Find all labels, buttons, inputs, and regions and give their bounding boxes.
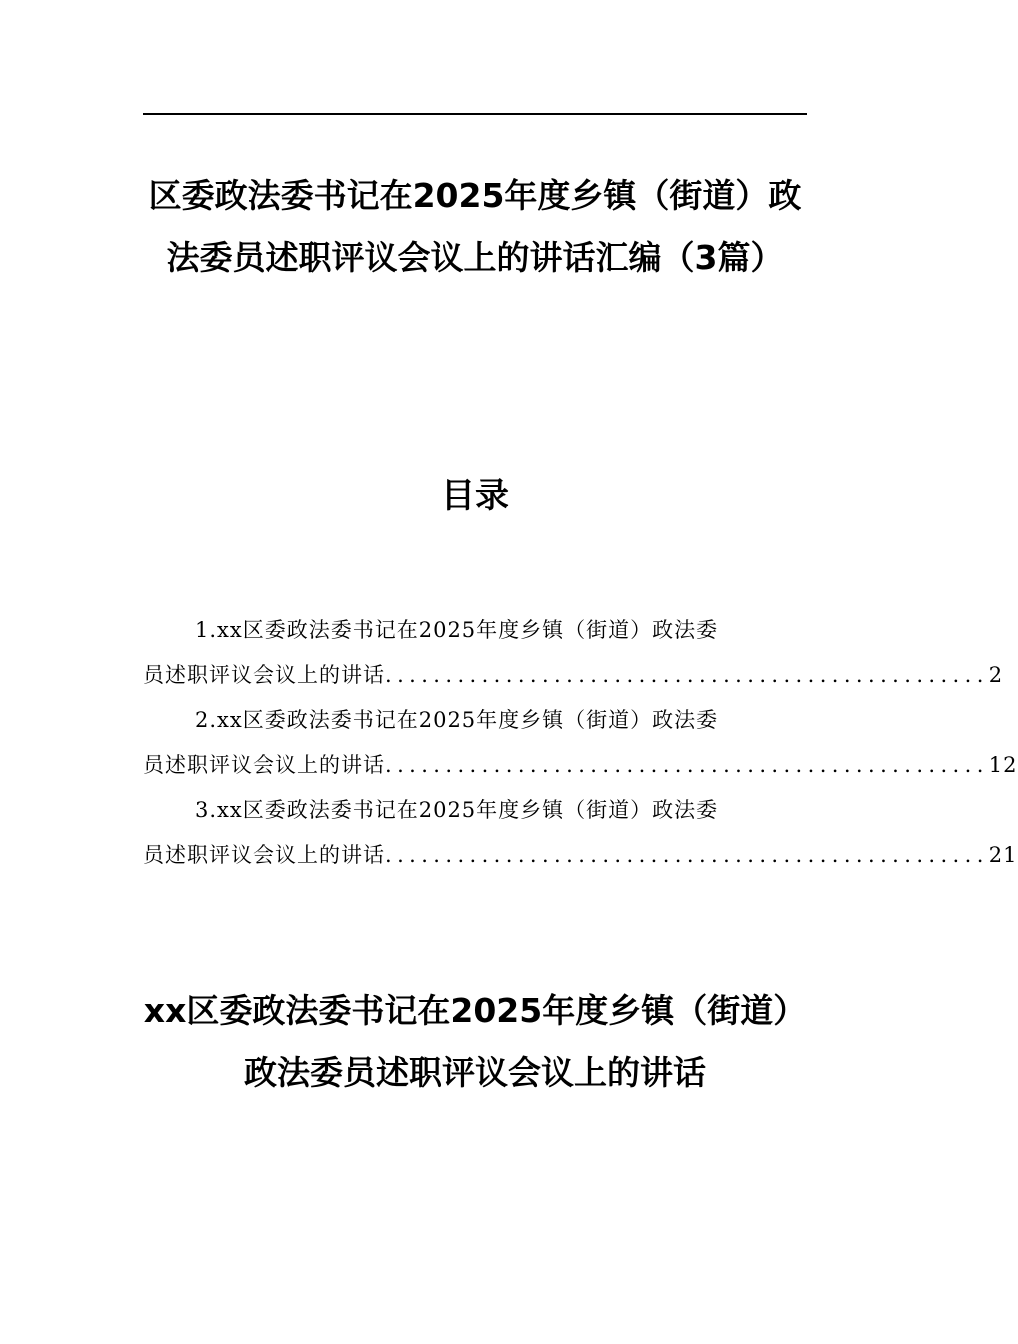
toc-dot-leader: .................................................. xyxy=(385,843,989,867)
toc-entry-2[interactable] xyxy=(143,698,1018,788)
section-title: xx区委政法委书记在2025年度乡镇（街道）政法委员述职评议会议上的讲话 xyxy=(143,991,807,1092)
toc-dot-leader: .................................................. xyxy=(385,753,989,777)
toc-page-number: 2 xyxy=(988,663,1004,687)
toc-entry-title-line1: 2.xx区委政法委书记在2025年度乡镇（街道）政法委 xyxy=(195,708,719,732)
toc-page-number: 12 xyxy=(988,753,1018,777)
toc-page-number: 21 xyxy=(988,843,1018,867)
table-of-contents xyxy=(143,608,1018,878)
toc-entry-3[interactable] xyxy=(143,788,1018,878)
toc-entry-title-line2-row xyxy=(143,742,1018,788)
toc-entry-title-line2: 员述职评议会议上的讲话 xyxy=(143,753,385,777)
toc-heading: 目录 xyxy=(441,476,509,516)
toc-entry-title-line2: 员述职评议会议上的讲话 xyxy=(143,663,385,687)
toc-dot-leader: .................................................. xyxy=(385,663,989,687)
toc-entry-title-line2-row xyxy=(143,832,1018,878)
toc-entry-title-line1: 1.xx区委政法委书记在2025年度乡镇（街道）政法委 xyxy=(195,618,719,642)
toc-entry-title-line2: 员述职评议会议上的讲话 xyxy=(143,843,385,867)
document-title: 区委政法委书记在2025年度乡镇（街道）政法委员述职评议会议上的讲话汇编（3篇） xyxy=(148,176,802,277)
header-rule xyxy=(143,113,807,115)
toc-entry-title-line1: 3.xx区委政法委书记在2025年度乡镇（街道）政法委 xyxy=(195,798,719,822)
toc-entry-1[interactable] xyxy=(143,608,1004,698)
toc-entry-title-line2-row xyxy=(143,652,1004,698)
